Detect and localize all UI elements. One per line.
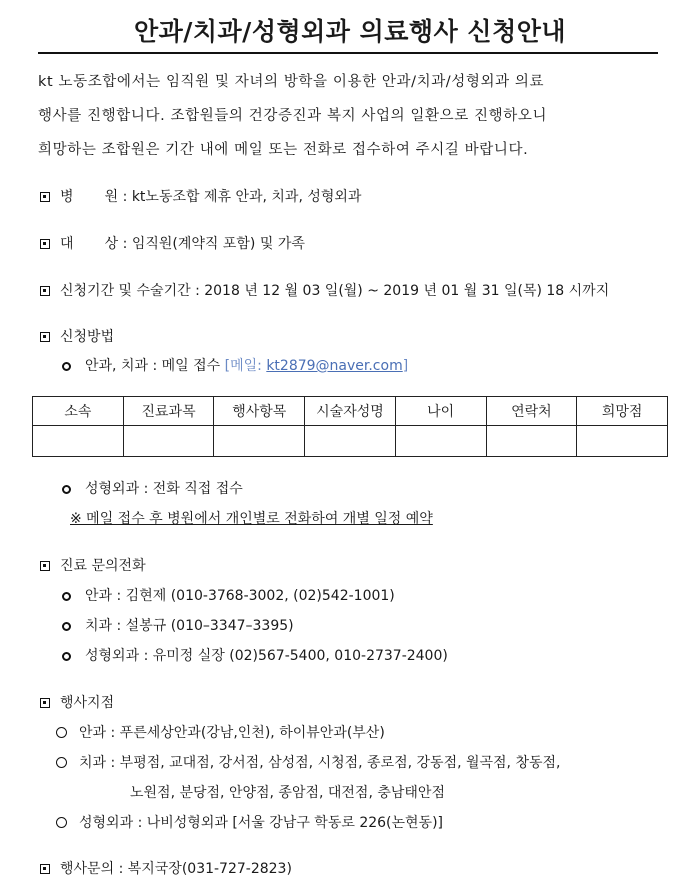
branch-value: : 푸른세상안과(강남,인천), 하이뷰안과(부산)	[110, 725, 385, 741]
target-row	[40, 233, 305, 253]
contact-value: : 유미정 실장 (02)567-5400, 010-2737-2400)	[143, 648, 448, 664]
plastic-label: 성형외과	[85, 481, 140, 497]
square-bullet-icon	[40, 192, 50, 202]
mail-prefix: [메일:	[224, 358, 267, 374]
contact-dept: 치과	[85, 618, 113, 634]
branch-value: : 나비성형외과 [서울 강남구 학동로 226(논현동)]	[137, 815, 444, 831]
inquiry-value: : 복지국장(031-727-2823)	[118, 861, 292, 877]
circle-bullet-icon	[62, 652, 71, 661]
hospital-value: : kt노동조합 제휴 안과, 치과, 성형외과	[122, 189, 362, 205]
inquiry-label: 행사문의	[60, 861, 115, 877]
circle-bullet-icon	[56, 817, 67, 828]
inquiry-row	[40, 858, 292, 878]
table-header-cell: 진료과목	[123, 397, 214, 426]
target-value: : 임직원(계약직 포함) 및 가족	[122, 236, 305, 252]
square-bullet-icon	[40, 286, 50, 296]
table-cell[interactable]	[305, 426, 396, 457]
method-mail-row	[62, 355, 408, 375]
method-label: 신청방법	[60, 329, 115, 345]
contact-dept: 안과	[85, 588, 113, 604]
intro-line-2: 행사를 진행합니다. 조합원들의 건강증진과 복지 사업의 일환으로 진행하오니	[38, 108, 548, 124]
square-bullet-icon	[40, 561, 50, 571]
branch-eye-row	[56, 722, 385, 742]
table-cell[interactable]	[395, 426, 486, 457]
table-header-cell: 행사항목	[214, 397, 305, 426]
table-cell[interactable]	[577, 426, 668, 457]
table-cell[interactable]	[123, 426, 214, 457]
method-heading	[40, 326, 114, 346]
application-form-table	[32, 396, 668, 457]
branches-label: 행사지점	[60, 695, 115, 711]
contact-heading	[40, 555, 146, 575]
plastic-value: : 전화 직접 접수	[143, 481, 243, 497]
page-title: 안과/치과/성형외과 의료행사 신청안내	[133, 17, 567, 46]
circle-bullet-icon	[62, 485, 71, 494]
table-header-cell: 나이	[395, 397, 486, 426]
table-cell[interactable]	[33, 426, 124, 457]
contact-label: 진료 문의전화	[60, 558, 146, 574]
period-label: 신청기간 및 수술기간	[60, 283, 191, 299]
branch-dept: 안과	[79, 725, 107, 741]
contact-dept: 성형외과	[85, 648, 140, 664]
circle-bullet-icon	[62, 592, 71, 601]
table-cell[interactable]	[486, 426, 577, 457]
branch-dept: 성형외과	[79, 815, 134, 831]
method-note: ※ 메일 접수 후 병원에서 개인별로 전화하여 개별 일정 예약	[70, 511, 433, 527]
table-row	[33, 426, 668, 457]
intro-line-1: kt 노동조합에서는 임직원 및 자녀의 방학을 이용한 안과/치과/성형외과 의료	[38, 74, 545, 90]
intro-line-3: 희망하는 조합원은 기간 내에 메일 또는 전화로 접수하여 주시길 바랍니다.	[38, 142, 529, 158]
square-bullet-icon	[40, 864, 50, 874]
mail-link[interactable]: kt2879@naver.com	[266, 358, 403, 374]
contact-value: : 김현제 (010-3768-3002, (02)542-1001)	[116, 588, 395, 604]
table-header-row	[33, 397, 668, 426]
contact-item	[62, 585, 395, 605]
contact-item	[62, 645, 448, 665]
table-header-cell: 희망점	[577, 397, 668, 426]
period-value: : 2018 년 12 월 03 일(월) ~ 2019 년 01 월 31 일(목) 18 시까지	[195, 283, 610, 299]
branch-dept: 치과	[79, 755, 107, 771]
eye-dental-value: : 메일 접수	[152, 358, 221, 374]
square-bullet-icon	[40, 332, 50, 342]
method-phone-row	[62, 478, 243, 498]
table-cell[interactable]	[214, 426, 305, 457]
table-header-cell: 시술자성명	[305, 397, 396, 426]
eye-dental-label: 안과, 치과	[85, 358, 148, 374]
contact-value: : 설봉규 (010–3347–3395)	[116, 618, 294, 634]
target-label: 대 상	[60, 236, 119, 252]
period-row	[40, 280, 609, 300]
table-header-cell: 연락처	[486, 397, 577, 426]
hospital-row	[40, 186, 361, 206]
branches-heading	[40, 692, 114, 712]
branch-plastic-row	[56, 812, 443, 832]
title-divider	[38, 52, 658, 54]
table-header-cell: 소속	[33, 397, 124, 426]
mail-suffix: ]	[402, 358, 409, 374]
contact-item	[62, 615, 294, 635]
circle-bullet-icon	[62, 362, 71, 371]
square-bullet-icon	[40, 698, 50, 708]
hospital-label: 병 원	[60, 189, 119, 205]
branch-dental-row	[56, 752, 560, 772]
circle-bullet-icon	[56, 757, 67, 768]
branch-dental-continued: 노원점, 분당점, 안양점, 종암점, 대전점, 충남태안점	[130, 785, 445, 801]
branch-value: : 부평점, 교대점, 강서점, 삼성점, 시청점, 종로점, 강동점, 월곡점, 창동점,	[110, 755, 561, 771]
circle-bullet-icon	[62, 622, 71, 631]
circle-bullet-icon	[56, 727, 67, 738]
square-bullet-icon	[40, 239, 50, 249]
